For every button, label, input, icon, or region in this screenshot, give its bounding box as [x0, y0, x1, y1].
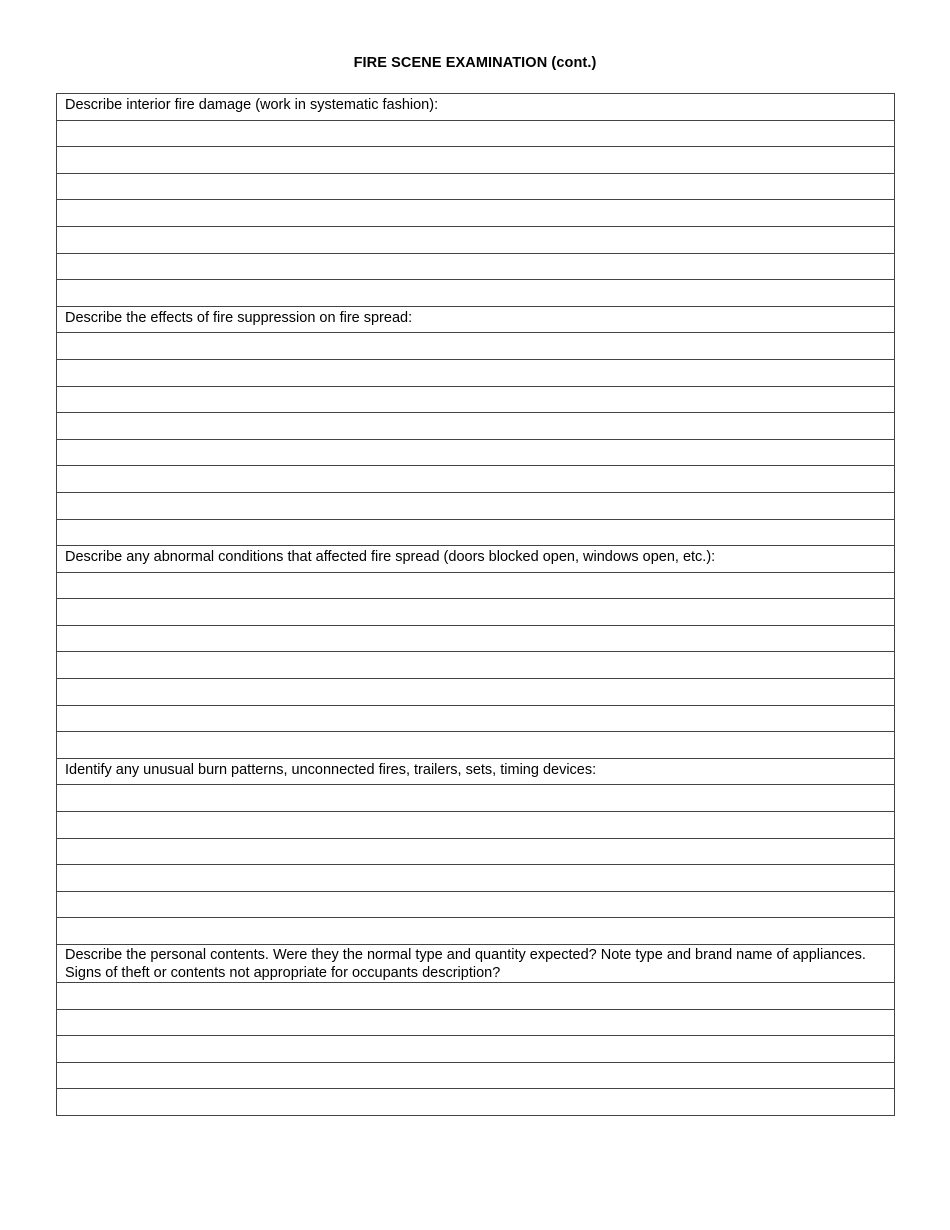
answer-line[interactable]	[57, 466, 894, 493]
answer-line[interactable]	[57, 812, 894, 839]
answer-line[interactable]	[57, 839, 894, 866]
answer-line[interactable]	[57, 147, 894, 174]
answer-line[interactable]	[57, 652, 894, 679]
section-prompt: Describe the effects of fire suppression on fire spread:	[57, 307, 894, 334]
section-prompt: Describe interior fire damage (work in systematic fashion):	[57, 94, 894, 121]
answer-line[interactable]	[57, 280, 894, 307]
answer-line[interactable]	[57, 333, 894, 360]
answer-line[interactable]	[57, 892, 894, 919]
answer-line[interactable]	[57, 227, 894, 254]
answer-line[interactable]	[57, 1010, 894, 1037]
answer-line[interactable]	[57, 785, 894, 812]
answer-line[interactable]	[57, 1063, 894, 1090]
answer-line[interactable]	[57, 679, 894, 706]
fire-scene-form	[56, 93, 895, 1116]
answer-line[interactable]	[57, 200, 894, 227]
answer-line[interactable]	[57, 121, 894, 148]
answer-line[interactable]	[57, 413, 894, 440]
answer-line[interactable]	[57, 706, 894, 733]
answer-line[interactable]	[57, 387, 894, 414]
answer-line[interactable]	[57, 360, 894, 387]
answer-line[interactable]	[57, 1036, 894, 1063]
page-title: FIRE SCENE EXAMINATION (cont.)	[353, 55, 597, 71]
answer-line[interactable]	[57, 493, 894, 520]
answer-line[interactable]	[57, 918, 894, 945]
answer-line[interactable]	[57, 254, 894, 281]
section-prompt: Describe the personal contents. Were they the normal type and quantity expected? Note type and brand name of appliances. Signs of theft or contents not appropriate for occupants description?	[57, 945, 894, 983]
answer-line[interactable]	[57, 1089, 894, 1116]
answer-line[interactable]	[57, 865, 894, 892]
section-prompt: Identify any unusual burn patterns, unconnected fires, trailers, sets, timing devices:	[57, 759, 894, 786]
answer-line[interactable]	[57, 599, 894, 626]
answer-line[interactable]	[57, 440, 894, 467]
answer-line[interactable]	[57, 732, 894, 759]
answer-line[interactable]	[57, 520, 894, 547]
answer-line[interactable]	[57, 174, 894, 201]
answer-line[interactable]	[57, 573, 894, 600]
answer-line[interactable]	[57, 983, 894, 1010]
section-prompt: Describe any abnormal conditions that affected fire spread (doors blocked open, windows open, etc.):	[57, 546, 894, 573]
answer-line[interactable]	[57, 626, 894, 653]
